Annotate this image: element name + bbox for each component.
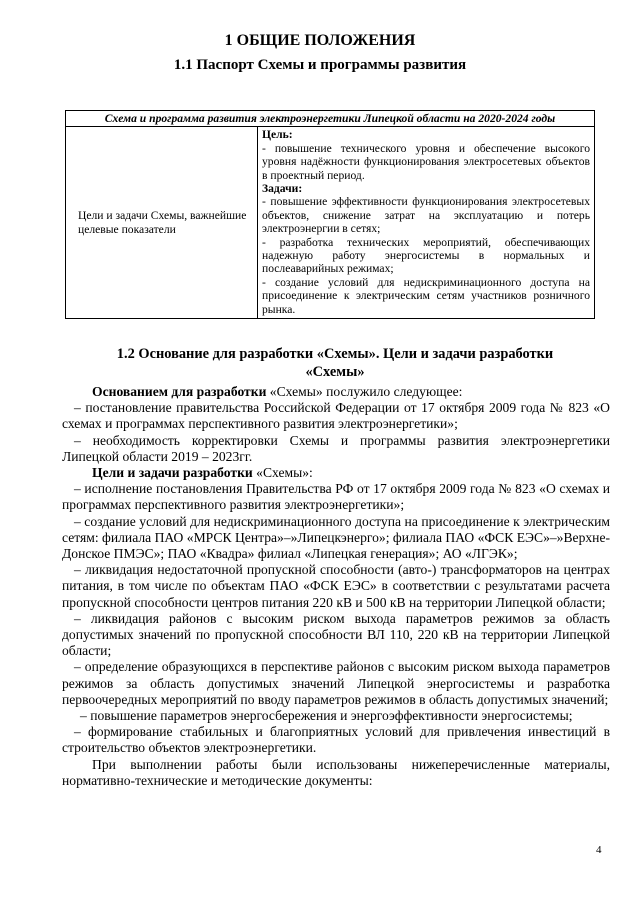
passport-row-label: Цели и задачи Схемы, важнейшие целевые показатели bbox=[66, 127, 258, 319]
goals-item: – формирование стабильных и благоприятных условий для привлечения инвестиций в строительство объектов электроэнергетики. bbox=[62, 724, 610, 756]
task-item: - создание условий для недискриминационного доступа на присоединение к электрическим сетям участников розничного рынка. bbox=[262, 275, 590, 316]
task-item: - разработка технических мероприятий, обеспечивающих надежную работу энергосистемы в нормальных и послеаварийных режимах; bbox=[262, 235, 590, 276]
goal-text: - повышение технического уровня и обеспечение высокого уровня надёжности функционирования электросетевых объектов в проектный период. bbox=[262, 141, 590, 182]
goals-lead-bold: Цели и задачи разработки bbox=[92, 465, 253, 481]
passport-row-content bbox=[258, 127, 595, 319]
section-heading: 1 ОБЩИЕ ПОЛОЖЕНИЯ bbox=[224, 32, 416, 49]
task-item: - повышение эффективности функционирования электросетевых объектов, снижение затрат на эксплуатацию и потерь электроэнергии в сетях; bbox=[262, 195, 590, 236]
basis-lead-rest: «Схемы» послужило следующее: bbox=[266, 384, 463, 399]
tasks-title: Задачи: bbox=[262, 182, 303, 196]
body-text bbox=[62, 384, 610, 789]
closing-paragraph: При выполнении работы были использованы нижеперечисленные материалы, нормативно-технические и методические документы: bbox=[62, 756, 610, 788]
goal-title: Цель: bbox=[262, 128, 293, 142]
passport-table-header: Схема и программа развития электроэнергетики Липецкой области на 2020-2024 годы bbox=[66, 111, 595, 127]
goals-item: – создание условий для недискриминационного доступа на присоединение к электрическим сетям: филиала ПАО «МРСК Центра»–»Липецкэнерго»; филиала ПАО «ФСК ЕЭС»–»Верхне-Донское ПМЭС»; ПАО «Квадра» филиал «Липецкая генерация»; АО «ЛГЭК»; bbox=[62, 513, 610, 562]
subsection-heading-basis: 1.2 Основание для разработки «Схемы». Цели и задачи разработки «Схемы» bbox=[116, 346, 554, 380]
passport-table-row bbox=[66, 127, 595, 319]
passport-table bbox=[65, 110, 595, 319]
passport-table-header-row bbox=[66, 111, 595, 127]
subsection-heading-passport: 1.1 Паспорт Схемы и программы развития bbox=[173, 57, 467, 73]
basis-lead bbox=[62, 384, 610, 400]
goals-item: – определение образующихся в перспективе районов с высоким риском выхода параметров режимов за область допустимых значений Липецкой энергосистемы и разработка первоочередных мероприятий по вводу параметров режимов в область допустимых значений; bbox=[62, 659, 610, 707]
goals-item: – ликвидация районов с высоким риском выхода параметров режимов за область допустимых значений по пропускной способности ВЛ 110, 220 кВ на территории Липецкой области; bbox=[62, 610, 610, 659]
basis-item: – необходимость корректировки Схемы и программы развития электроэнергетики Липецкой области 2019 – 2023гг. bbox=[62, 432, 610, 464]
page-number: 4 bbox=[596, 844, 602, 856]
goals-item: – повышение параметров энергосбережения и энергоэффективности энергосистемы; bbox=[80, 708, 573, 724]
basis-item: – постановление правительства Российской Федерации от 17 октября 2009 года № 823 «О схемах и программах перспективного развития электроэнергетики»; bbox=[62, 400, 610, 432]
basis-lead-bold: Основанием для разработки bbox=[92, 384, 267, 399]
goals-lead bbox=[62, 465, 610, 481]
goals-item: – исполнение постановления Правительства РФ от 17 октября 2009 года № 823 «О схемах и программах перспективного развития электроэнергетики»; bbox=[62, 481, 610, 513]
goals-item: – ликвидация недостаточной пропускной способности (авто-) трансформаторов на центрах питания, в том числе по объектам ПАО «ФСК ЕЭС» в соответствии с результатами расчета пропускной способности центров питания 220 кВ и 500 кВ на территории Липецкой области; bbox=[62, 562, 610, 610]
goals-lead-rest: «Схемы»: bbox=[252, 465, 313, 481]
